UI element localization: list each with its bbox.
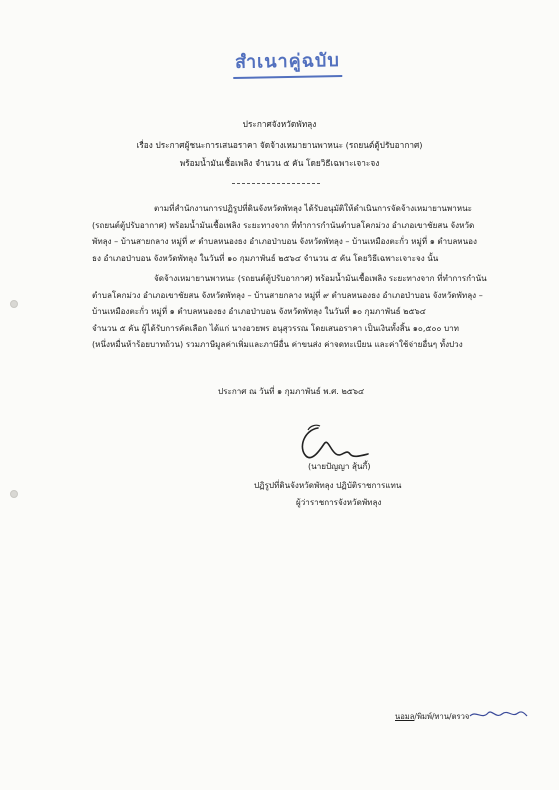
footer-initials-label: นอมล	[395, 712, 415, 721]
paragraph-2-line-1: จัดจ้างเหมายานพาหนะ (รถยนต์ตู้ปรับอากาศ) พร้อมน้ำมันเชื้อเพลิง ระยะทางจาก ที่ทำการกำนัน	[154, 273, 487, 283]
announcement-title: ประกาศจังหวัดพัทลุง	[242, 119, 317, 129]
announcement-subject: เรื่อง ประกาศผู้ชนะการเสนอราคา จัดจ้างเหมายานพาหนะ (รถยนต์ตู้ปรับอากาศ)	[136, 140, 423, 150]
paragraph-1-line-3: พัทลุง – บ้านสายกลาง หมู่ที่ ๙ ตำบลหนองธง อำเภอป่าบอน จังหวัดพัทลุง – บ้านเหมืองตะกั่ว หมู่ที่ ๑ ตำบลหนอง	[92, 236, 477, 246]
punch-hole-top	[10, 300, 18, 308]
paragraph-1-line-2: (รถยนต์ตู้ปรับอากาศ) พร้อมน้ำมันเชื้อเพลิง ระยะทางจาก ที่ทำการกำนันตำบลโคกม่วง อำเภอเขาชัยสน จังหวัด	[92, 219, 475, 230]
announcement-subject-cont: พร้อมน้ำมันเชื้อเพลิง จำนวน ๕ คัน โดยวิธีเฉพาะเจาะจง	[179, 158, 380, 168]
footer-roles: /พิมพ์/ทาน/ตรวจ	[414, 712, 470, 721]
punch-hole-bottom	[10, 490, 18, 498]
copy-stamp: สำเนาคู่ฉบับ	[233, 45, 342, 79]
paragraph-1	[92, 200, 488, 266]
divider-line	[232, 183, 320, 184]
paragraph-1-line-4: ธง อำเภอป่าบอน จังหวัดพัทลุง ในวันที่ ๑๐ กุมภาพันธ์ ๒๕๖๔ จำนวน ๕ คัน โดยวิธีเฉพาะเจาะจง นั้น	[92, 252, 439, 263]
typist-footer	[395, 711, 469, 723]
footer-initials-scribble	[468, 704, 528, 724]
signatory-position: ปฏิรูปที่ดินจังหวัดพัทลุง ปฏิบัติราชการแทน	[254, 480, 402, 490]
signatory-position-cont: ผู้ว่าราชการจังหวัดพัทลุง	[296, 497, 382, 507]
announcement-date: ประกาศ ณ วันที่ ๑ กุมภาพันธ์ พ.ศ. ๒๕๖๔	[218, 386, 365, 396]
paragraph-2-line-5: (หนึ่งหมื่นห้าร้อยบาทถ้วน) รวมภาษีมูลค่าเพิ่มและภาษีอื่น ค่าขนส่ง ค่าจดทะเบียน และค่าใช้จ่ายอื่นๆ ทั้งปวง	[92, 339, 463, 349]
paragraph-2-line-3: บ้านเหมืองตะกั่ว หมู่ที่ ๑ ตำบลหนองธง อำเภอป่าบอน จังหวัดพัทลุง ในวันที่ ๑๐ กุมภาพันธ์ ๒๕๖๔	[92, 306, 426, 316]
paragraph-2-line-4: จำนวน ๕ คัน ผู้ได้รับการคัดเลือก ได้แก่ นางอวยพร อนุสุวรรณ โดยเสนอราคา เป็นเงินทั้งสิ้น ๑๐,๕๐๐ บาท	[92, 322, 460, 333]
paragraph-2-line-2: ตำบลโคกม่วง อำเภอเขาชัยสน จังหวัดพัทลุง – บ้านสายกลาง หมู่ที่ ๙ ตำบลหนองธง อำเภอป่าบอน จังหวัดพัทลุง –	[92, 289, 483, 300]
paragraph-1-line-1: ตามที่สำนักงานการปฏิรูปที่ดินจังหวัดพัทลุง ได้รับอนุมัติให้ดำเนินการจัดจ้างเหมายานพาหนะ	[154, 203, 473, 213]
paragraph-2	[92, 270, 488, 353]
signatory-name: (นายปัญญา สุ้นกี้)	[308, 461, 371, 471]
